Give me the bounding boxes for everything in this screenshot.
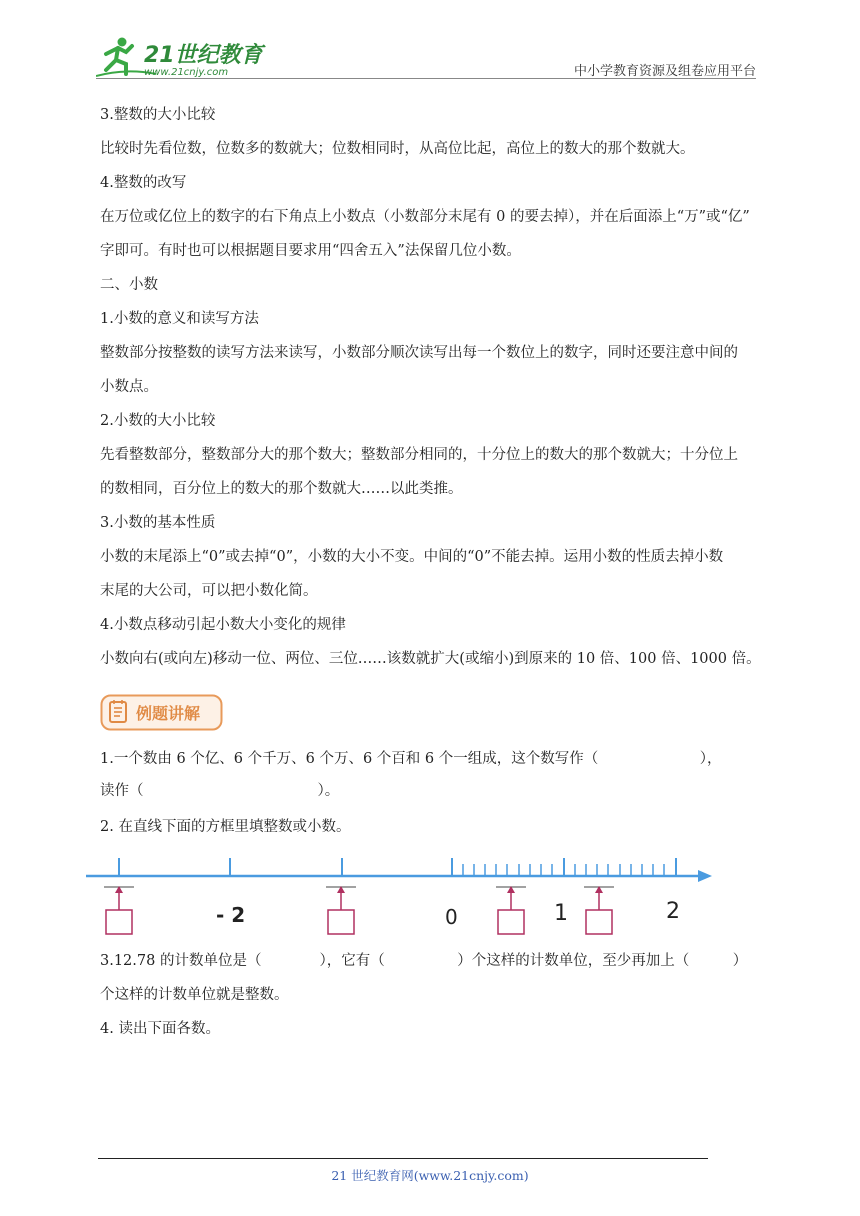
label-neg-2: - 2 (216, 903, 246, 927)
header-divider (96, 78, 756, 79)
paragraph: 末尾的大公司，可以把小数化简。 (100, 583, 318, 599)
paragraph: 小数点。 (100, 379, 158, 395)
question-4: 4. 读出下面各数。 (100, 1021, 220, 1037)
footer-link[interactable]: 21 世纪教育网(www.21cnjy.com) (331, 1168, 529, 1183)
question-2: 2. 在直线下面的方框里填整数或小数。 (100, 819, 351, 835)
footer-divider (98, 1158, 708, 1159)
label-2: 2 (666, 899, 680, 924)
paragraph: 小数向右(或向左)移动一位、两位、三位……该数就扩大(或缩小)到原来的 10 倍、100 倍、1000 倍。 (100, 651, 761, 667)
answer-box-1 (104, 886, 134, 934)
heading-integer-rewrite: 4.整数的改写 (100, 175, 187, 191)
question-3-cont: 个这样的计数单位就是整数。 (100, 987, 289, 1003)
svg-text:www.21cnjy.com: www.21cnjy.com (144, 67, 229, 78)
paragraph: 比较时先看位数，位数多的数就大；位数相同时，从高位比起，高位上的数大的那个数就大。 (100, 141, 695, 157)
answer-box-3 (496, 886, 526, 934)
question-1-cont: 读作（ ）。 (100, 783, 340, 799)
paragraph: 字即可。有时也可以根据题目要求用“四舍五入”法保留几位小数。 (100, 243, 521, 259)
platform-tagline: 中小学教育资源及组卷应用平台 (573, 64, 756, 79)
section-heading-decimals: 二、小数 (100, 277, 158, 293)
question-1: 1.一个数由 6 个亿、6 个千万、6 个万、6 个百和 6 个一组成，这个数写作（ ）， (100, 751, 722, 767)
paragraph: 整数部分按整数的读写方法来读写，小数部分顺次读写出每一个数位上的数字，同时还要注意中间的 (100, 345, 738, 361)
heading-integer-compare: 3.整数的大小比较 (100, 107, 216, 123)
arrow-head-icon (698, 870, 712, 882)
number-line-figure (86, 850, 726, 940)
answer-box-4 (584, 886, 614, 934)
heading-decimal-property: 3.小数的基本性质 (100, 515, 216, 531)
answer-box-2 (326, 886, 356, 934)
label-1: 1 (554, 901, 568, 926)
svg-text:例题讲解: 例题讲解 (136, 704, 201, 723)
heading-decimal-meaning: 1.小数的意义和读写方法 (100, 311, 259, 327)
site-logo (96, 34, 266, 82)
paragraph: 在万位或亿位上的数字的右下角点上小数点（小数部分末尾有 0 的要去掉），并在后面添上“万”或“亿” (100, 209, 750, 225)
question-3: 3.12.78 的计数单位是（ ），它有（ ）个这样的计数单位，至少再加上（ ） (100, 953, 748, 969)
paragraph: 先看整数部分，整数部分大的那个数大；整数部分相同的，十分位上的数大的那个数就大；十分位上 (100, 447, 738, 463)
heading-decimal-point-move: 4.小数点移动引起小数大小变化的规律 (100, 617, 346, 633)
svg-text:21世纪教育: 21世纪教育 (144, 43, 263, 68)
example-badge (100, 694, 224, 732)
label-0: 0 (445, 905, 458, 929)
paragraph: 的数相同，百分位上的数大的那个数就大……以此类推。 (100, 481, 463, 497)
paragraph: 小数的末尾添上“0”或去掉“0”，小数的大小不变。中间的“0”不能去掉。运用小数的性质去掉小数 (100, 549, 724, 565)
heading-decimal-compare: 2.小数的大小比较 (100, 413, 216, 429)
